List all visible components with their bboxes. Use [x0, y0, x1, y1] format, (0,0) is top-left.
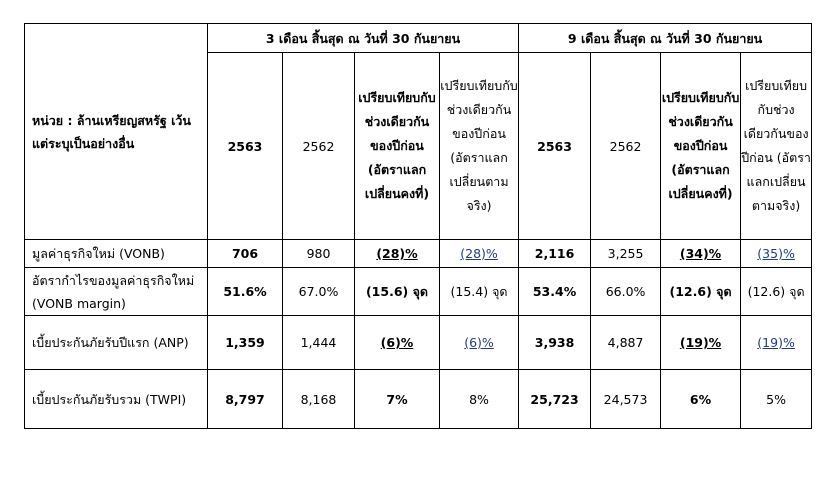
col-header-2562: 2562	[591, 53, 661, 240]
cell-q3-compare-actual: 8%	[440, 370, 519, 429]
row-label: เบี้ยประกันภัยรับปีแรก (ANP)	[25, 316, 208, 370]
row-label: เบี้ยประกันภัยรับรวม (TWPI)	[25, 370, 208, 429]
cell-m9-2563: 25,723	[519, 370, 591, 429]
cell-m9-compare-actual-link[interactable]: (35)%	[757, 246, 795, 261]
cell-q3-compare-actual-link[interactable]: (28)%	[460, 246, 498, 261]
cell-q3-2562: 980	[283, 240, 355, 268]
table-row-vonb	[25, 240, 812, 268]
unit-label: หน่วย : ล้านเหรียญสหรัฐ เว้นแต่ระบุเป็นอย่างอื่น	[25, 24, 208, 240]
cell-m9-compare-constant: (12.6) จุด	[661, 268, 741, 316]
cell-m9-compare-actual: 5%	[741, 370, 812, 429]
cell-q3-compare-actual-link[interactable]: (6)%	[464, 335, 494, 350]
cell-m9-2562: 4,887	[591, 316, 661, 370]
cell-m9-2563: 53.4%	[519, 268, 591, 316]
col-header-compare-constant-fx: เปรียบเทียบกับช่วงเดียวกันของปีก่อน (อัตราแลกเปลี่ยนคงที่)	[355, 53, 440, 240]
header-row-groups	[25, 24, 812, 53]
cell-m9-compare-actual-link[interactable]: (19)%	[757, 335, 795, 350]
col-header-compare-actual-fx: เปรียบเทียบกับช่วงเดียวกันของปีก่อน (อัตราแลกเปลี่ยนตามจริง)	[440, 53, 519, 240]
cell-m9-compare-constant: (34)%	[679, 246, 722, 261]
table-row-anp	[25, 316, 812, 370]
cell-q3-compare-constant: (6)%	[380, 335, 414, 350]
group-header-9-months: 9 เดือน สิ้นสุด ณ วันที่ 30 กันยายน	[519, 24, 812, 53]
cell-m9-2562: 24,573	[591, 370, 661, 429]
cell-q3-2563: 706	[208, 240, 283, 268]
cell-q3-2562: 1,444	[283, 316, 355, 370]
financial-summary-table	[24, 23, 812, 429]
cell-m9-2562: 3,255	[591, 240, 661, 268]
cell-q3-compare-constant: (15.6) จุด	[355, 268, 440, 316]
cell-m9-compare-constant: 6%	[661, 370, 741, 429]
row-label: อัตรากำไรของมูลค่าธุรกิจใหม่ (VONB margin)	[25, 268, 208, 316]
cell-m9-2563: 2,116	[519, 240, 591, 268]
cell-m9-2563: 3,938	[519, 316, 591, 370]
cell-m9-compare-actual: (12.6) จุด	[741, 268, 812, 316]
cell-q3-2563: 8,797	[208, 370, 283, 429]
cell-q3-2562: 67.0%	[283, 268, 355, 316]
cell-m9-compare-constant: (19)%	[679, 335, 722, 350]
col-header-2563: 2563	[208, 53, 283, 240]
table-row-vonb-margin	[25, 268, 812, 316]
col-header-compare-constant-fx: เปรียบเทียบกับช่วงเดียวกันของปีก่อน (อัตราแลกเปลี่ยนคงที่)	[661, 53, 741, 240]
cell-m9-2562: 66.0%	[591, 268, 661, 316]
cell-q3-2563: 1,359	[208, 316, 283, 370]
table-row-twpi	[25, 370, 812, 429]
col-header-compare-actual-fx: เปรียบเทียบกับช่วงเดียวกันของปีก่อน (อัตราแลกเปลี่ยนตามจริง)	[741, 53, 812, 240]
cell-q3-2563: 51.6%	[208, 268, 283, 316]
col-header-2562: 2562	[283, 53, 355, 240]
cell-q3-2562: 8,168	[283, 370, 355, 429]
cell-q3-compare-constant: 7%	[355, 370, 440, 429]
row-label: มูลค่าธุรกิจใหม่ (VONB)	[25, 240, 208, 268]
cell-q3-compare-constant: (28)%	[376, 246, 418, 261]
col-header-2563: 2563	[519, 53, 591, 240]
cell-q3-compare-actual: (15.4) จุด	[440, 268, 519, 316]
group-header-3-months: 3 เดือน สิ้นสุด ณ วันที่ 30 กันยายน	[208, 24, 519, 53]
